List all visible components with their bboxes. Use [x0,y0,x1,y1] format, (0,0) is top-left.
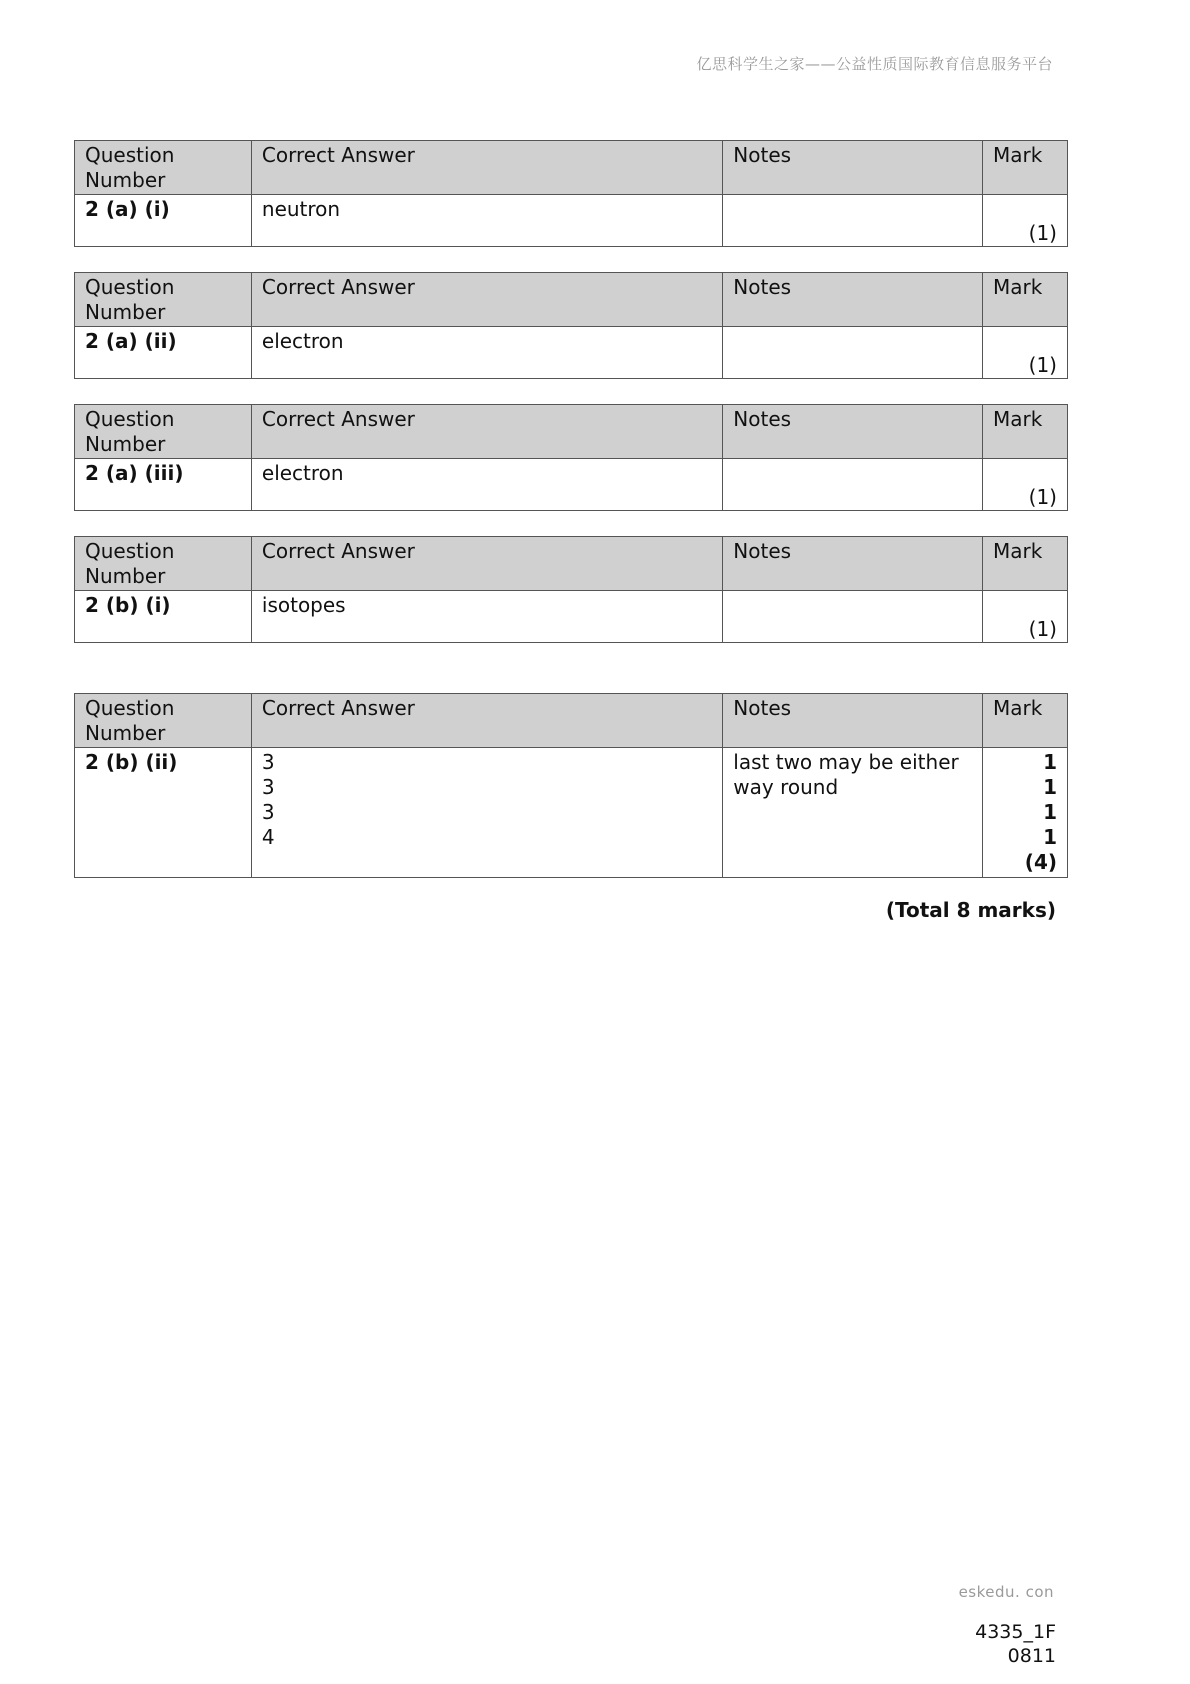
mark-cell: (1) [983,195,1068,247]
table-row [75,459,1068,511]
notes-header: Notes [723,141,983,195]
question-number-header: Question Number [75,405,252,459]
question-number: 2 (a) (ii) [75,327,252,379]
table-header-row [75,141,1068,195]
date-code: 0811 [1007,1645,1056,1667]
correct-answer-header: Correct Answer [251,273,722,327]
correct-answer: electron [251,459,722,511]
notes-cell [723,459,983,511]
notes-header: Notes [723,273,983,327]
mark-table-2bii [74,693,1068,878]
table-row [75,327,1068,379]
mark-header: Mark [983,405,1068,459]
notes-cell [723,591,983,643]
question-number: 2 (a) (iii) [75,459,252,511]
notes-cell [723,195,983,247]
notes-cell [723,748,983,878]
mark-table-2ai [74,140,1068,247]
mark-cell [983,748,1068,878]
table-header-row [75,273,1068,327]
mark-line: 1 [1043,800,1057,824]
question-number: 2 (b) (i) [75,591,252,643]
answer-line: 4 [261,825,275,849]
paper-code: 4335_1F [975,1621,1056,1643]
correct-answer-header: Correct Answer [251,694,722,748]
mark-header: Mark [983,694,1068,748]
mark-header: Mark [983,537,1068,591]
table-header-row [75,405,1068,459]
footer-code [975,1620,1056,1668]
mark-line: 1 [1043,825,1057,849]
table-row [75,195,1068,247]
total-marks: (Total 8 marks) [885,898,1056,922]
table-header-row [75,694,1068,748]
question-number-header: Question Number [75,537,252,591]
table-row [75,748,1068,878]
mark-total-line: (4) [1024,850,1057,874]
question-number-header: Question Number [75,694,252,748]
answer-line: 3 [261,775,275,799]
answer-line: 3 [261,750,275,774]
correct-answer-header: Correct Answer [251,537,722,591]
question-number-header: Question Number [75,273,252,327]
answer-line: 3 [261,800,275,824]
mark-table-2aiii [74,404,1068,511]
correct-answer-header: Correct Answer [251,141,722,195]
correct-answer-header: Correct Answer [251,405,722,459]
mark-cell: (1) [983,459,1068,511]
question-number: 2 (a) (i) [75,195,252,247]
watermark-header: 亿思科学生之家——公益性质国际教育信息服务平台 [696,55,1053,73]
notes-header: Notes [723,405,983,459]
notes-line: last two may be either [733,750,959,774]
notes-line: way round [733,775,839,799]
mark-table-2bi [74,536,1068,643]
correct-answer: isotopes [251,591,722,643]
table-header-row [75,537,1068,591]
mark-header: Mark [983,273,1068,327]
mark-line: 1 [1043,750,1057,774]
notes-header: Notes [723,694,983,748]
question-number: 2 (b) (ii) [75,748,252,878]
mark-header: Mark [983,141,1068,195]
mark-table-2aii [74,272,1068,379]
correct-answer [251,748,722,878]
notes-cell [723,327,983,379]
mark-cell: (1) [983,327,1068,379]
table-row [75,591,1068,643]
correct-answer: electron [251,327,722,379]
mark-cell: (1) [983,591,1068,643]
notes-header: Notes [723,537,983,591]
correct-answer: neutron [251,195,722,247]
question-number-header: Question Number [75,141,252,195]
mark-line: 1 [1043,775,1057,799]
footer-site: eskedu. con [958,1583,1054,1601]
